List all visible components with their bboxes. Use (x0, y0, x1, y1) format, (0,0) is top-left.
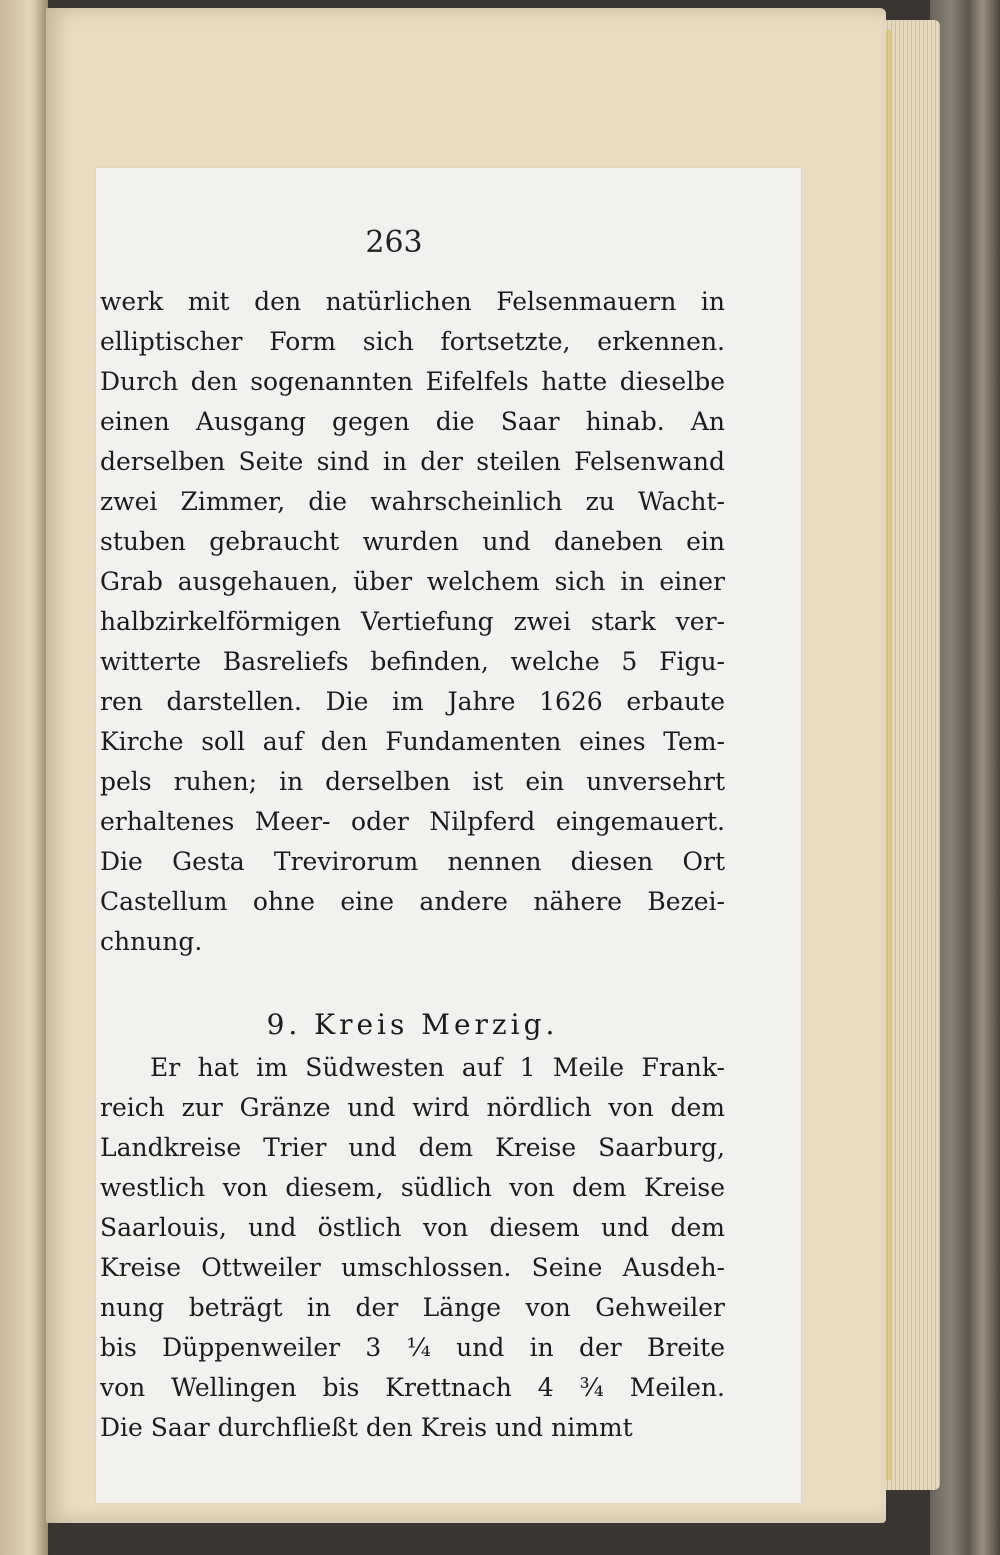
text-line: ren darstellen. Die im Jahre 1626 erbaute (100, 687, 725, 716)
text-line: westlich von diesem, südlich von dem Kreise (100, 1173, 725, 1202)
text-line: bis Düppenweiler 3 ¼ und in der Breite (100, 1333, 725, 1362)
text-line: einen Ausgang gegen die Saar hinab. An (100, 407, 725, 436)
page-number: 263 (365, 225, 423, 260)
text-line: nung beträgt in der Länge von Gehweiler (100, 1293, 725, 1322)
text-line: zwei Zimmer, die wahrscheinlich zu Wacht- (100, 487, 725, 516)
text-line: werk mit den natürlichen Felsenmauern in (100, 287, 725, 316)
text-line: Grab ausgehauen, über welchem sich in einer (100, 567, 725, 596)
text-line: Die Saar durchfließt den Kreis und nimmt (100, 1413, 633, 1442)
text-line: pels ruhen; in derselben ist ein unversehrt (100, 767, 725, 796)
text-line: Die Gesta Trevirorum nennen diesen Ort (100, 847, 725, 876)
text-line: Saarlouis, und östlich von diesem und dem (100, 1213, 725, 1242)
paragraph-1 (100, 282, 725, 962)
text-line: halbzirkelförmigen Vertiefung zwei stark ver- (100, 607, 725, 636)
text-line: chnung. (100, 927, 203, 956)
text-line: Castellum ohne eine andere nähere Bezei- (100, 887, 725, 916)
text-line: elliptischer Form sich fortsetzte, erkennen. (100, 327, 725, 356)
text-line: Landkreise Trier und dem Kreise Saarburg, (100, 1133, 725, 1162)
text-line: Kirche soll auf den Fundamenten eines Tem- (100, 727, 725, 756)
text-line: erhaltenes Meer- oder Nilpferd eingemauert. (100, 807, 725, 836)
text-line: von Wellingen bis Krettnach 4 ¾ Meilen. (100, 1373, 725, 1402)
book-cover-edge (930, 0, 1000, 1555)
section-heading: 9. Kreis Merzig. (266, 1008, 559, 1041)
text-line: Er hat im Südwesten auf 1 Meile Frank- (150, 1053, 725, 1082)
text-line: Kreise Ottweiler umschlossen. Seine Ausdeh- (100, 1253, 725, 1282)
text-line: stuben gebraucht wurden und daneben ein (100, 527, 725, 556)
text-line: Durch den sogenannten Eifelfels hatte dieselbe (100, 367, 725, 396)
paragraph-2 (100, 1048, 725, 1448)
text-line: derselben Seite sind in der steilen Felsenwand (100, 447, 725, 476)
text-line: witterte Basreliefs befinden, welche 5 Figu- (100, 647, 725, 676)
text-line: reich zur Gränze und wird nördlich von dem (100, 1093, 725, 1122)
